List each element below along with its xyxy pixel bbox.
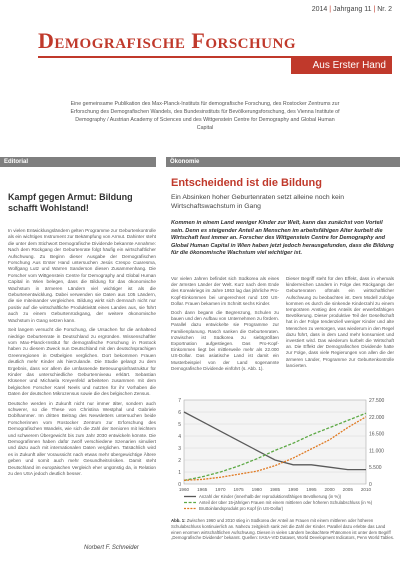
legend-label: Bruttoinlandsprodukt pro Kopf (in US-Dollar) xyxy=(199,506,284,511)
y-left-tick-label: 6 xyxy=(178,410,181,416)
editorial-paragraph: Deutsche werden in Zukunft nicht nur immer älter, sondern auch schwerer, so die These von Christina Westphal und Gabriele Doblhammer. Im dritten Beitrag des Newsletters untersuchen beide Forscherinnen vom Rostocker Zentrum zur Erforschung des Demografischen Wandels, wie sich die Zahl der Senioren mit leichtem und schwerem Übergewicht bis zum Jahr 2030 entwickeln könnte. Die Demografinnen haben dafür zwölf verschiedene Szenarien simuliert und dazu auch mit internationalen Daten verglichen. Tatsächlich wird es in Zukunft aller Voraussicht nach etwas mehr übergewichtige Ältere geben und somit auch mehr Gesundheitsrisiken. Damit steht Deutschland im europäischen Vergleich eher ungünstig da, in Relation zu den USA jedoch deutlich besser. xyxy=(8,400,156,477)
y-left-tick-label: 7 xyxy=(178,398,181,404)
y-left-tick-label: 3 xyxy=(178,446,181,452)
publication-subtitle: Aus Erster Hand xyxy=(291,58,392,74)
article-lead: Kommen in einem Land weniger Kinder zur Welt, kann das zunächst von Vorteil sein. Denn es steigender Anteil an Menschen im arbeitsfähigen Alter kurbelt die Wirtschaft fast immer an. Forscher des Wittgenstein Centre for Demography and Global Human Capital in Wien haben jetzt jedoch herausgefunden, dass die Bildung für die ökonomische Wachstum viel wichtiger ist. xyxy=(171,220,394,257)
article-subtitle: Ein Absinken hoher Geburtenraten setzt alleine noch kein Wirtschaftswachstum in Gang xyxy=(171,194,345,210)
article-title: Entscheidend ist die Bildung xyxy=(171,177,322,189)
y-right-tick-label: 16.500 xyxy=(369,431,385,438)
article-section-label: Ökonomie xyxy=(166,157,400,167)
x-tick-label: 1995 xyxy=(306,487,317,492)
editorial-title: Kampf gegen Armut: Bildung schafft Wohlstand! xyxy=(8,192,133,213)
figure-chart xyxy=(166,392,398,518)
y-left-tick-label: 0 xyxy=(178,482,181,488)
y-left-tick-label: 1 xyxy=(178,470,181,476)
y-left-tick-label: 4 xyxy=(178,434,181,440)
x-tick-label: 1990 xyxy=(288,487,299,492)
y-left-tick-label: 2 xyxy=(178,458,181,464)
issue-meta: 2014 | Jahrgang 11 | Nr. 2 xyxy=(311,6,392,13)
x-tick-label: 2010 xyxy=(360,487,372,492)
x-tick-label: 1970 xyxy=(215,487,226,492)
x-tick-label: 1965 xyxy=(197,487,208,492)
intro-text: Eine gemeinsame Publikation des Max-Planck-Instituts für demografische Forschung, des Rostocker Zentrums zur Erforschung des Demografischen Wandels, des Bundesinstituts für Bevölkerungsforschung, des Vienna Institute of Demography / Austrian Academy of Sciences und des Wittgenstein Centre for Demography and Global Human Capital xyxy=(70,101,340,131)
y-right-tick-label: 0 xyxy=(369,482,372,488)
x-tick-label: 1980 xyxy=(251,487,262,492)
publication-title: Demografische Forschung xyxy=(38,28,297,53)
y-right-tick-label: 22.000 xyxy=(369,414,385,421)
article-paragraph: Vor vielen Jahren befindet sich Südkorea als eines der ärmsten Länder der Welt. Kurz nach dem Ende des Koreakriegs im Jahre 1953 lag das jährliche Pro-Kopf-Einkommen bei umgerechnet rund 100 US-Dollar. Frauen bekamen im Schnitt sechs Kinder. xyxy=(171,276,280,306)
article-paragraph: Doch dann begann die Begrenzung, Schulen zu bauen und den Aufbau von Unternehmen zu fördern. Parallel dazu entwickelte sie Programme zur Familienplanung. Rasch sanken die Geburtenraten. Inzwischen ist Südkorea zu siebtgrößten Exportnation aufgestiegen. Das Pro-Kopf-Einkommen liegt bei mittlerweile mehr als 22.000 US-Dollar. Das asiatische Land ist damit ein Musterbeispiel von der Land sogenannte Demografische Dividende einführt (s. Abb. 1). xyxy=(171,310,279,371)
legend-label: Anzahl der Kinder (innerhalb der reproduktionsfähigen Bevölkerung (in %)) xyxy=(199,494,342,499)
article-column-2 xyxy=(286,276,394,372)
plot-area xyxy=(184,400,366,484)
legend-label: Anteil der über 15-jährigen Frauen mit einem mittleren oder höheren Schulabschluss (in %) xyxy=(199,500,373,505)
issue-volume: Jahrgang 11 xyxy=(333,6,372,13)
issue-year: 2014 xyxy=(311,6,328,13)
y-right-tick-label: 27.500 xyxy=(369,398,385,404)
x-tick-label: 2000 xyxy=(324,487,335,492)
editorial-section-label: Editorial xyxy=(0,157,156,167)
y-right-tick-label: 5.500 xyxy=(369,465,382,472)
editorial-paragraph: In vielen Entwicklungsländern gelten Programme zur Geburtenkontrolle als ein wichtiges Instrument zur Bekämpfung von Armut. Dahinter steht die unter dem Stichwort Demografische Dividende bekannte Annahme: Nach dem Rückgang der Geburtenrate folgt häufig ein wirtschaftlicher Aufschwung. Zu Beginn dieser Ausgabe der Demografischen Forschung Aus Erster Hand untersuchen Jesús Crespo Cuaresma, Wolfgang Lutz und Warren Sanderson diesen Zusammenhang. Die Forscher vom Wittgenstein Centre for Demography and Global Human Capital in Wien belegen, dass die Bildung für das ökonomische Wachstum in ärmeren Ländern viel wichtiger ist als die Geburtenentwicklung. Dabei verwenden sie Daten aus 105 Ländern, die sie miteinander vergleichen. Bildung wirkt sich demnach nicht nur positiv auf die wirtschaftliche Produktivität eines Landes aus, sie führt auch zu einem Geburtenrückgang, der weitere ökonomische Wachstum in Gang setzen kann. xyxy=(8,228,156,323)
x-tick-label: 1985 xyxy=(269,487,281,492)
x-tick-label: 1960 xyxy=(178,487,190,492)
y-left-tick-label: 5 xyxy=(178,422,181,428)
issue-number: Nr. 2 xyxy=(377,6,392,13)
editorial-paragraph: Seit langem versucht die Forschung, die Ursachen für die anhaltend niedrige Geburtenrate in Deutschland zu ergründen. Wissenschaftler vom Max-Planck-Institut für demografische Forschung in Rostock haben zu diesem Zweck nun Deutschland mit den deutschsprachigen Greenregionen in Ostbelgien verglichen. Dort bekommen Frauen deutlich mehr Kinder als hierzulande. Die Studie gelangt zu dem Ergebnis, dass vor allem die umfassende Betreuungsinfrastruktur für Kinder das unterschiedliche Geburtenniveau erklärt. Sebastian Klüsener und Michaela Kreyenfeld arbeiteten zusammen mit dem belgischen Forscher Karel Neels und nutzten für ihr Vorhaben die Daten der deutschen Mikrozensus sowie die des belgischen Zensus. xyxy=(8,327,156,397)
y-right-tick-label: 11.000 xyxy=(369,448,384,455)
editorial-author: Norbert F. Schneider xyxy=(84,545,139,551)
editorial-body xyxy=(8,228,156,480)
article-paragraph: Dieser Begriff steht für den Effekt, dass in ehemals kinderreichen Ländern in Folge des Rückgangs der Geburtenraten oftmals ein wirtschaftlicher Aufschwung zu beobachten ist. Dem Modell zufolge kommen es durch die sinkende Kinderzahl zu einem temporären Anstieg des Anteils der erwerbsfähigen Bevölkerung. Dieser produktive Teil der Gesellschaft hat in der Folge tendenziell weniger Kinder und alte Menschen zu versorgen, was wiederum in den Regel dazu führt, dass in dem Land mehr konsumiert und investiert wird. Das wiederum kurbelt die Wirtschaft an. Die Effekt der Demografischen Dividende hatte zur Folge, dass viele Regierungen von allen die der ärmeren Länder, Programme zur Geburtenkontrolle lancierten. xyxy=(286,276,395,368)
x-tick-label: 1975 xyxy=(233,487,244,492)
figure-caption xyxy=(171,518,395,541)
figure-caption-label: Abb. 1: xyxy=(171,518,186,523)
x-tick-label: 2005 xyxy=(342,487,353,492)
figure-caption-text: Zwischen 1960 und 2010 stieg in Südkorea der Anteil an Frauen mit einem mittleren oder höheren Schulabschluss kontinuierlich an. Nahezu zeitgleich sank zeit die Zahl der Kinder. Parallel dazu erlebte das Land einen enormen wirtschaftlichen Aufschwung. Diesen in vielen Ländern beobachtete Phänomen ist unter dem Begriff „Demografische Dividende“ bekannt. Quellen: IIASA-VID Dataset, World Development Indicators, Penn World Tables. xyxy=(171,518,395,541)
article-column-1 xyxy=(171,276,279,375)
